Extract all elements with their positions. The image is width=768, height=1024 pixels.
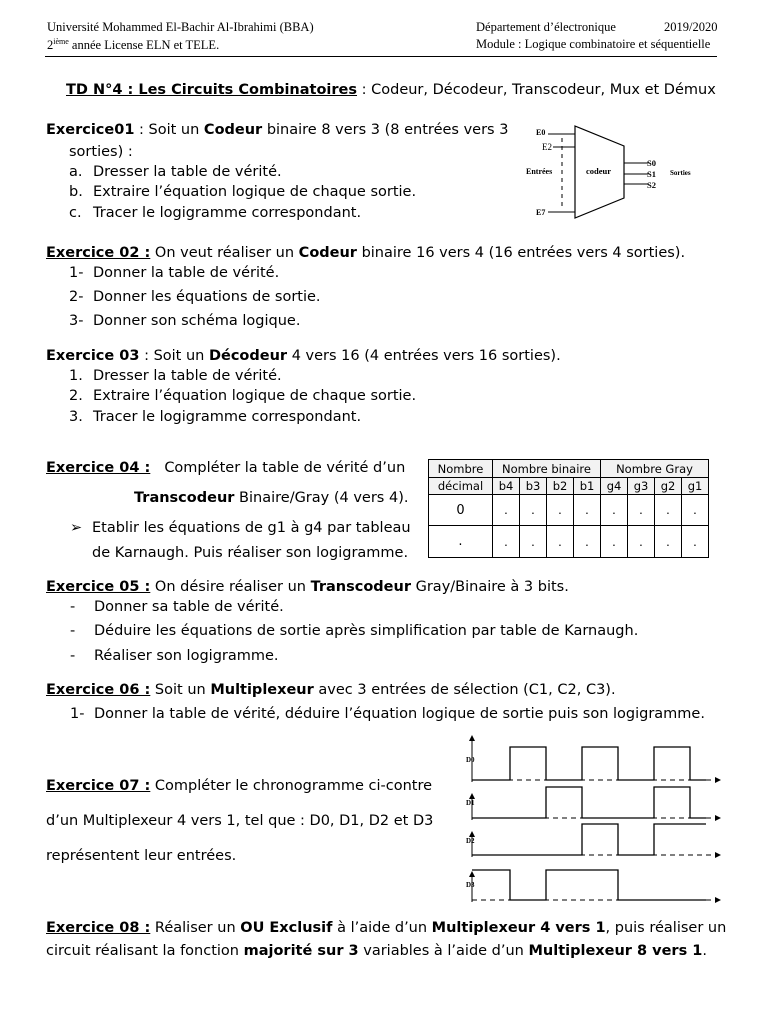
table-header: Nombre xyxy=(429,460,493,478)
ex5-item: - Donner sa table de vérité. xyxy=(70,599,284,615)
ex4-bullet-cont: de Karnaugh. Puis réaliser son logigramme. xyxy=(92,545,409,561)
table-cell: . xyxy=(601,495,628,526)
encoder-outputs-label: Sorties xyxy=(670,169,691,177)
table-cell: . xyxy=(520,526,547,558)
ex7-intro: Exercice 07 : Compléter le chronogramme ci-contre xyxy=(46,778,433,794)
ex8-intro: Exercice 08 : Réaliser un OU Exclusif à l’aide d’un Multiplexeur 4 vers 1, puis réaliser un xyxy=(46,920,727,936)
ex2-item: 1- Donner la table de vérité. xyxy=(69,265,280,281)
table-col-header: g3 xyxy=(628,478,655,495)
encoder-output-s2-label: S2 xyxy=(647,180,656,190)
header-department: Département d’électronique xyxy=(476,20,616,34)
ex7-line: d’un Multiplexeur 4 vers 1, tel que : D0, D1, D2 et D3 xyxy=(46,813,434,829)
ex8-line: circuit réalisant la fonction majorité sur 3 variables à l’aide d’un Multiplexeur 8 vers 1. xyxy=(46,943,707,959)
arrow-bullet-icon: ➢ xyxy=(70,520,83,536)
signal-wave-d0 xyxy=(472,747,706,780)
encoder-output-s0-label: S0 xyxy=(647,158,656,168)
encoder-input-e7-label: E7 xyxy=(536,208,546,217)
signal-wave-d1 xyxy=(472,787,706,818)
header-university: Université Mohammed El-Bachir Al-Ibrahimi (BBA) xyxy=(47,20,314,34)
table-cell: 0 xyxy=(429,495,493,526)
signal-label-d2: D2 xyxy=(466,837,475,845)
ex1-item: a. Dresser la table de vérité. xyxy=(69,164,282,180)
table-col-header: b1 xyxy=(574,478,601,495)
ex6-intro: Exercice 06 : Soit un Multiplexeur avec 3 entrées de sélection (C1, C2, C3). xyxy=(46,682,616,698)
encoder-block-label: codeur xyxy=(586,166,612,176)
encoder-inputs-label: Entrées xyxy=(526,167,553,176)
table-col-header: b3 xyxy=(520,478,547,495)
encoder-output-s1-label: S1 xyxy=(647,169,656,179)
ex4-bullet: ➢ Etablir les équations de g1 à g4 par tableau xyxy=(70,520,411,536)
ex6-item: 1- Donner la table de vérité, déduire l’équation logique de sortie puis son logigramme. xyxy=(70,706,705,722)
table-cell: . xyxy=(628,495,655,526)
gray-truth-table xyxy=(428,459,709,558)
table-cell: . xyxy=(601,526,628,558)
header-academic-year: 2019/2020 xyxy=(664,20,718,34)
table-header: décimal xyxy=(429,478,493,495)
signal-wave-d2 xyxy=(472,824,706,855)
table-cell: . xyxy=(682,526,709,558)
table-col-header: g2 xyxy=(655,478,682,495)
header-divider xyxy=(45,56,717,57)
encoder-input-e0-label: E0 xyxy=(536,128,546,137)
ex2-item: 2- Donner les équations de sortie. xyxy=(69,289,321,305)
header-module: Module : Logique combinatoire et séquentielle xyxy=(476,37,711,51)
ex1-intro: Exercice01 : Soit un Codeur binaire 8 vers 3 (8 entrées vers 3 xyxy=(46,122,509,138)
table-cell: . xyxy=(493,526,520,558)
table-col-header: g4 xyxy=(601,478,628,495)
table-cell: . xyxy=(493,495,520,526)
table-cell: . xyxy=(655,526,682,558)
table-cell: . xyxy=(520,495,547,526)
table-row xyxy=(429,526,709,558)
table-cell: . xyxy=(547,526,574,558)
header-year: 2ième année License ELN et TELE. xyxy=(47,37,220,53)
table-header: Nombre Gray xyxy=(601,460,709,478)
ex4-intro-cont: Transcodeur Binaire/Gray (4 vers 4). xyxy=(134,490,409,506)
table-col-header: b4 xyxy=(493,478,520,495)
ex2-item: 3- Donner son schéma logique. xyxy=(69,313,301,329)
mux-chronogram xyxy=(458,732,728,907)
signal-label-d1: D1 xyxy=(466,799,475,807)
page-title: TD N°4 : Les Circuits Combinatoires : Codeur, Décodeur, Transcodeur, Mux et Démux xyxy=(66,82,716,98)
signal-label-d0: D0 xyxy=(466,756,475,764)
table-cell: . xyxy=(547,495,574,526)
table-cell: . xyxy=(429,526,493,558)
ex2-intro: Exercice 02 : On veut réaliser un Codeur binaire 16 vers 4 (16 entrées vers 4 sorties). xyxy=(46,245,686,261)
table-cell: . xyxy=(574,495,601,526)
encoder-input-e2-label: E2 xyxy=(542,142,552,152)
table-col-header: b2 xyxy=(547,478,574,495)
table-header: Nombre binaire xyxy=(493,460,601,478)
ex1-item: b. Extraire l’équation logique de chaque sortie. xyxy=(69,184,417,200)
ex3-intro: Exercice 03 : Soit un Décodeur 4 vers 16 (4 entrées vers 16 sorties). xyxy=(46,348,561,364)
table-cell: . xyxy=(682,495,709,526)
table-col-header: g1 xyxy=(682,478,709,495)
table-cell: . xyxy=(655,495,682,526)
ex7-line: représentent leur entrées. xyxy=(46,848,237,864)
table-cell: . xyxy=(628,526,655,558)
ex1-intro-cont: sorties) : xyxy=(69,144,133,160)
ex1-item: c. Tracer le logigramme correspondant. xyxy=(69,205,362,221)
ex5-intro: Exercice 05 : On désire réaliser un Transcodeur Gray/Binaire à 3 bits. xyxy=(46,579,569,595)
ex3-item: 2. Extraire l’équation logique de chaque sortie. xyxy=(69,388,417,404)
ex5-item: - Réaliser son logigramme. xyxy=(70,648,279,664)
ex3-item: 3. Tracer le logigramme correspondant. xyxy=(69,409,362,425)
signal-label-d3: D3 xyxy=(466,881,475,889)
ex5-item: - Déduire les équations de sortie après simplification par table de Karnaugh. xyxy=(70,623,639,639)
encoder-diagram xyxy=(520,120,700,220)
ex4-intro: Exercice 04 : Compléter la table de vérité d’un xyxy=(46,460,406,476)
signal-wave-d3 xyxy=(472,870,706,900)
table-cell: . xyxy=(574,526,601,558)
table-row xyxy=(429,495,709,526)
ex3-item: 1. Dresser la table de vérité. xyxy=(69,368,282,384)
